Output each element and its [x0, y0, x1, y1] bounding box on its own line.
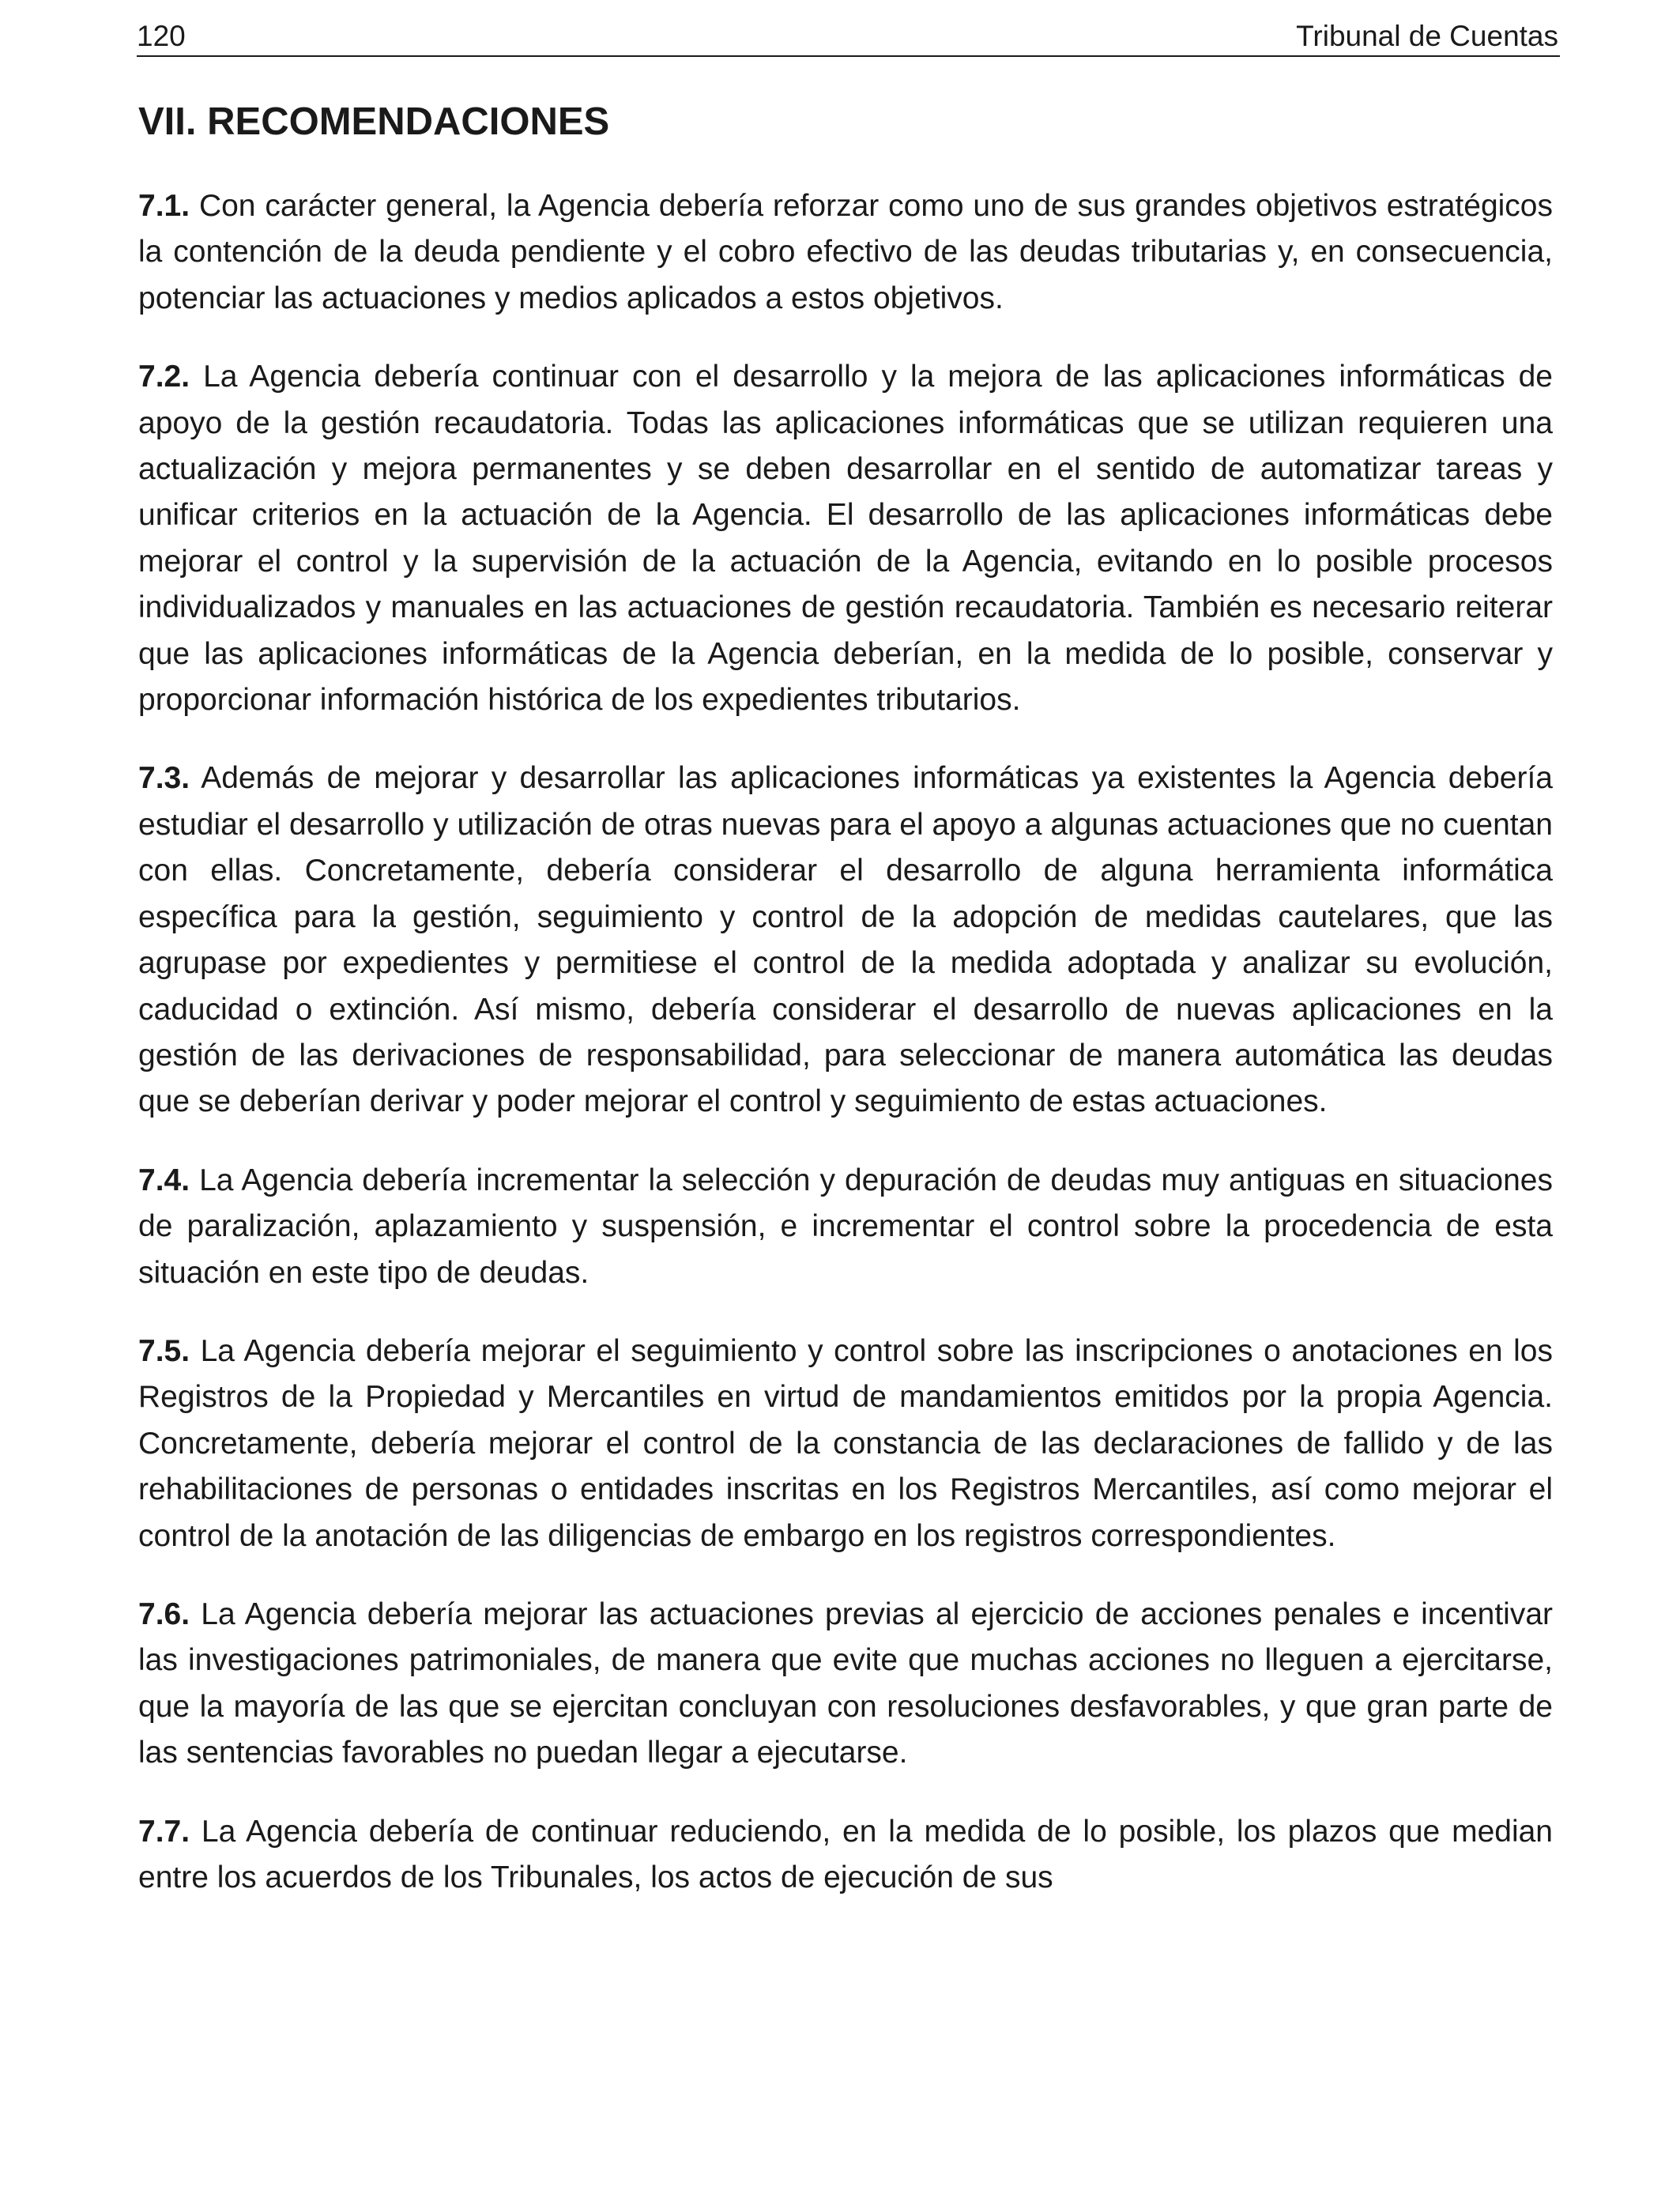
recommendation-text: Con carácter general, la Agencia debería reforzar como uno de sus grandes objetivos estratégicos la contención de la deuda pendiente y el cobro efectivo de las deudas tributarias y, en consecuencia, potenciar las actuaciones y medios aplicados a estos objetivos. [138, 189, 1553, 315]
recommendation-number: 7.2. [138, 360, 190, 394]
recommendation-7-2 [138, 354, 1553, 723]
recommendation-7-1 [138, 183, 1553, 322]
recommendation-number: 7.6. [138, 1596, 190, 1631]
recommendation-7-7 [138, 1809, 1553, 1902]
recommendation-7-4 [138, 1158, 1553, 1296]
recommendation-number: 7.1. [138, 189, 190, 223]
recommendation-7-6 [138, 1592, 1553, 1777]
page-header [137, 17, 1560, 57]
recommendation-text: La Agencia debería continuar con el desarrollo y la mejora de las aplicaciones informáticas de apoyo de la gestión recaudatoria. Todas las aplicaciones informáticas que se utilizan requieren una actualización y mejora permanentes y se deben desarrollar en el sentido de automatizar tareas y unificar criterios en la actuación de la Agencia. El desarrollo de las aplicaciones informáticas debe mejorar el control y la supervisión de la actuación de la Agencia, evitando en lo posible procesos individualizados y manuales en las actuaciones de gestión recaudatoria. También es necesario reiterar que las aplicaciones informáticas de la Agencia deberían, en la medida de lo posible, conservar y proporcionar información histórica de los expedientes tributarios. [138, 360, 1554, 718]
page-number: 120 [137, 20, 186, 52]
running-title: Tribunal de Cuentas [1296, 20, 1558, 52]
recommendation-number: 7.4. [138, 1163, 190, 1197]
recommendation-number: 7.5. [138, 1333, 190, 1368]
recommendation-text: La Agencia debería incrementar la selección y depuración de deudas muy antiguas en situaciones de paralización, aplazamiento y suspensión, e incrementar el control sobre la procedencia de esta situación en este tipo de deudas. [138, 1163, 1553, 1290]
recommendation-7-5 [138, 1329, 1553, 1559]
recommendations-list [138, 183, 1553, 1933]
recommendation-7-3 [138, 756, 1553, 1125]
recommendation-text: Además de mejorar y desarrollar las aplicaciones informáticas ya existentes la Agencia debería estudiar el desarrollo y utilización de otras nuevas para el apoyo a algunas actuaciones que no cuentan con ellas. Concretamente, debería considerar el desarrollo de alguna herramienta informática específica para la gestión, seguimiento y control de la adopción de medidas cautelares, que las agrupase por expedientes y permitiese el control de la medida adoptada y analizar su evolución, caducidad o extinción. Así mismo, debería considerar el desarrollo de nuevas aplicaciones en la gestión de las derivaciones de responsabilidad, para seleccionar de manera automática las deudas que se deberían derivar y poder mejorar el control y seguimiento de estas actuaciones. [138, 761, 1553, 1119]
recommendation-text: La Agencia debería mejorar el seguimiento y control sobre las inscripciones o anotaciones en los Registros de la Propiedad y Mercantiles en virtud de mandamientos emitidos por la propia Agencia. Concretamente, debería mejorar el control de la constancia de las declaraciones de fallido y de las rehabilitaciones de personas o entidades inscritas en los Registros Mercantiles, así como mejorar el control de la anotación de las diligencias de embargo en los registros correspondientes. [138, 1333, 1553, 1553]
recommendation-number: 7.3. [138, 761, 190, 796]
section-heading: VII. RECOMENDACIONES [138, 100, 610, 143]
recommendation-number: 7.7. [138, 1814, 190, 1849]
recommendation-text: La Agencia debería de continuar reduciendo, en la medida de lo posible, los plazos que median entre los acuerdos de los Tribunales, los actos de ejecución de sus [138, 1814, 1553, 1894]
recommendation-text: La Agencia debería mejorar las actuaciones previas al ejercicio de acciones penales e incentivar las investigaciones patrimoniales, de manera que evite que muchas acciones no lleguen a ejercitarse, que la mayoría de las que se ejercitan concluyan con resoluciones desfavorables, y que gran parte de las sentencias favorables no puedan llegar a ejecutarse. [138, 1596, 1554, 1770]
